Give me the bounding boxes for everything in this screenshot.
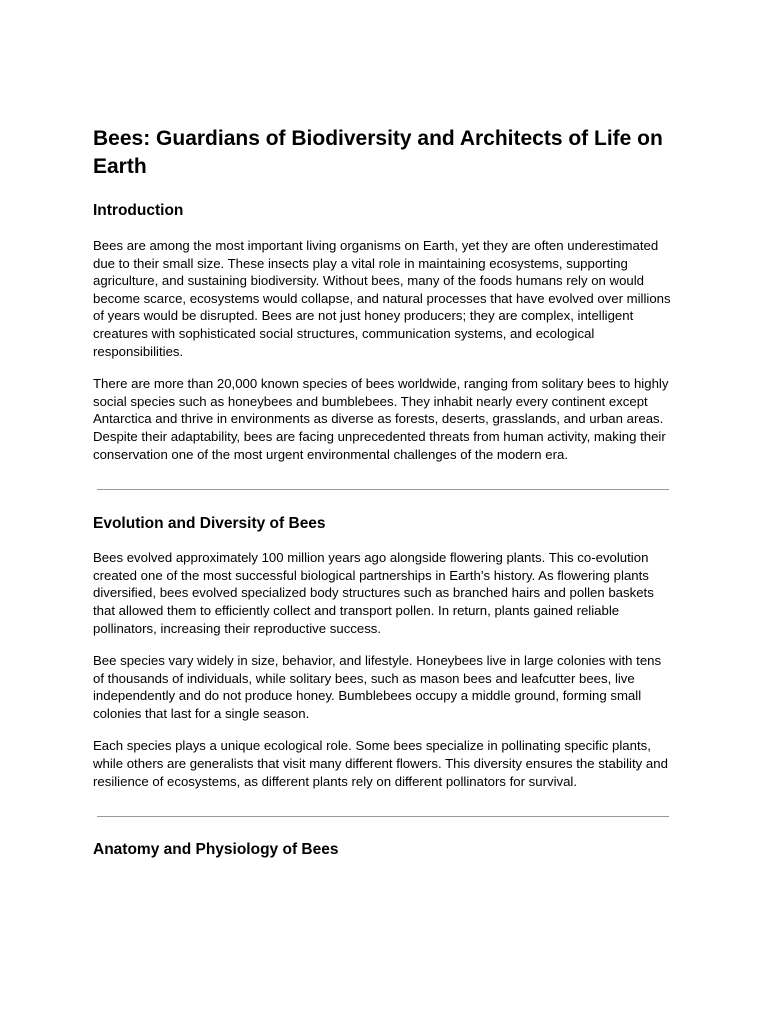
section-heading-evolution: Evolution and Diversity of Bees <box>93 515 326 533</box>
paragraph: There are more than 20,000 known species of bees worldwide, ranging from solitary bees to highly social species such as honeybees and bumblebees. They inhabit nearly every continent except Antarctica and thrive in environments as diverse as forests, deserts, grasslands, and urban areas. Despite their adaptability, bees are facing unprecedented threats from human activity, making their conservation one of the most urgent environmental challenges of the modern era. <box>93 376 669 462</box>
document-title: Bees: Guardians of Biodiversity and Architects of Life on Earth <box>93 127 663 178</box>
paragraph: Each species plays a unique ecological role. Some bees specialize in pollinating specific plants, while others are generalists that visit many different flowers. This diversity ensures the stability and resilience of ecosystems, as different plants rely on different pollinators for survival. <box>93 738 668 789</box>
paragraph: Bee species vary widely in size, behavior, and lifestyle. Honeybees live in large colonies with tens of thousands of individuals, while solitary bees, such as mason bees and leafcutter bees, live independently and do not produce honey. Bumblebees occupy a middle ground, forming small colonies that last for a single season. <box>93 653 662 721</box>
section-heading-anatomy: Anatomy and Physiology of Bees <box>93 841 339 859</box>
section-heading-introduction: Introduction <box>93 202 184 219</box>
paragraph: Bees are among the most important living organisms on Earth, yet they are often underestimated due to their small size. These insects play a vital role in maintaining ecosystems, supporting agriculture, and sustaining biodiversity. Without bees, many of the foods humans rely on would become scarce, ecosystems would collapse, and natural processes that have evolved over millions of years would be disrupted. Bees are not just honey producers; they are complex, intelligent creatures with sophisticated social structures, communication systems, and ecological responsibilities. <box>93 238 671 359</box>
section-divider <box>97 489 669 490</box>
document-page <box>93 125 675 860</box>
paragraph: Bees evolved approximately 100 million years ago alongside flowering plants. This co-evolution created one of the most successful biological partnerships in Earth’s history. As flowering plants diversified, bees evolved specialized body structures such as branched hairs and pollen baskets that allowed them to efficiently collect and transport pollen. In return, plants gained reliable pollinators, increasing their reproductive success. <box>93 550 654 636</box>
section-divider <box>97 816 669 817</box>
